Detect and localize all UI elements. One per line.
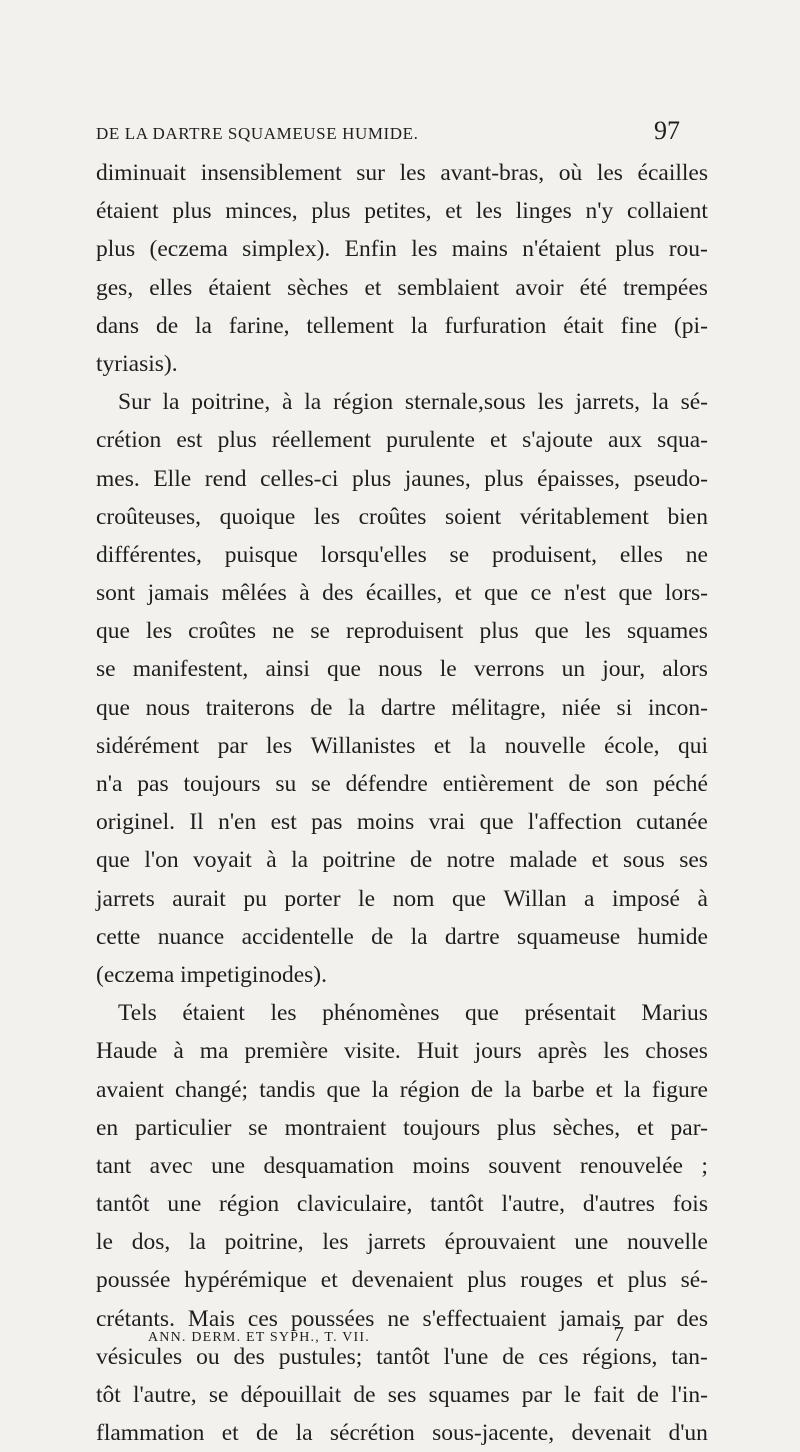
signature-number: 7	[613, 1322, 624, 1346]
text-line: crétion est plus réellement purulente et s'ajoute aux squa-	[96, 427, 708, 454]
text-line: originel. Il n'en est pas moins vrai que l'affection cutanée	[96, 809, 708, 836]
text-line: sidérément par les Willanistes et la nouvelle école, qui	[96, 732, 708, 759]
text-line: sont jamais mêlées à des écailles, et que ce n'est que lors-	[96, 580, 708, 607]
text-line: croûteuses, quoique les croûtes soient véritablement bien	[96, 503, 708, 530]
text-line: mes. Elle rend celles-ci plus jaunes, plus épaisses, pseudo-	[96, 465, 708, 492]
text-line: que nous traiterons de la dartre mélitagre, niée si incon-	[96, 694, 708, 721]
text-line: jarrets aurait pu porter le nom que Willan a imposé à	[96, 885, 708, 912]
text-line: diminuait insensiblement sur les avant-bras, où les écailles	[96, 160, 708, 186]
text-line: en particulier se montraient toujours plus sèches, et par-	[96, 1114, 708, 1141]
text-line: se manifestent, ainsi que nous le verrons un jour, alors	[96, 656, 708, 683]
text-line: Tels étaient les phénomènes que présentait Marius	[118, 1000, 708, 1027]
text-line: n'a pas toujours su se défendre entièrement de son péché	[96, 771, 708, 797]
running-header	[96, 116, 680, 146]
text-line: poussée hypérémique et devenaient plus rouges et plus sé-	[96, 1267, 708, 1294]
text-line: tyriasis).	[96, 350, 178, 377]
text-line: plus (eczema simplex). Enfin les mains n'étaient plus rou-	[96, 236, 708, 263]
text-line: Sur la poitrine, à la région sternale,sous les jarrets, la sé-	[118, 389, 708, 416]
text-line: que les croûtes ne se reproduisent plus que les squames	[96, 618, 708, 645]
running-title: DE LA DARTRE SQUAMEUSE HUMIDE.	[96, 124, 419, 143]
body-text	[96, 154, 708, 1452]
text-line: différentes, puisque lorsqu'elles se produisent, elles ne	[96, 541, 708, 568]
text-line: que l'on voyait à la poitrine de notre malade et sous ses	[96, 847, 708, 874]
text-line: tantôt une région claviculaire, tantôt l'autre, d'autres fois	[96, 1191, 708, 1218]
text-line: tôt l'autre, se dépouillait de ses squames par le fait de l'in-	[96, 1382, 708, 1408]
text-line: vésicules ou des pustules; tantôt l'une de ces régions, tan-	[96, 1343, 708, 1370]
printer-signature: ANN. DERM. ET SYPH., T. VII.	[148, 1330, 370, 1345]
text-line: cette nuance accidentelle de la dartre squameuse humide	[96, 923, 708, 950]
text-line: ges, elles étaient sèches et semblaient avoir été trempées	[96, 274, 708, 301]
text-line: flammation et de la sécrétion sous-jacente, devenait d'un	[96, 1420, 708, 1447]
text-line: étaient plus minces, plus petites, et les linges n'y collaient	[96, 198, 708, 225]
text-line: le dos, la poitrine, les jarrets éprouvaient une nouvelle	[96, 1229, 708, 1256]
text-line: (eczema impetiginodes).	[96, 961, 327, 988]
page-number: 97	[654, 116, 680, 145]
text-line: Haude à ma première visite. Huit jours après les choses	[96, 1038, 708, 1065]
text-line: tant avec une desquamation moins souvent renouvelée ;	[96, 1152, 708, 1179]
text-line: avaient changé; tandis que la région de la barbe et la figure	[96, 1076, 708, 1103]
page-footer	[148, 1322, 624, 1347]
text-line: dans de la farine, tellement la furfuration était fine (pi-	[96, 312, 708, 339]
text-line: crétants. Mais ces poussées ne s'effectuaient jamais par des	[96, 1305, 708, 1332]
